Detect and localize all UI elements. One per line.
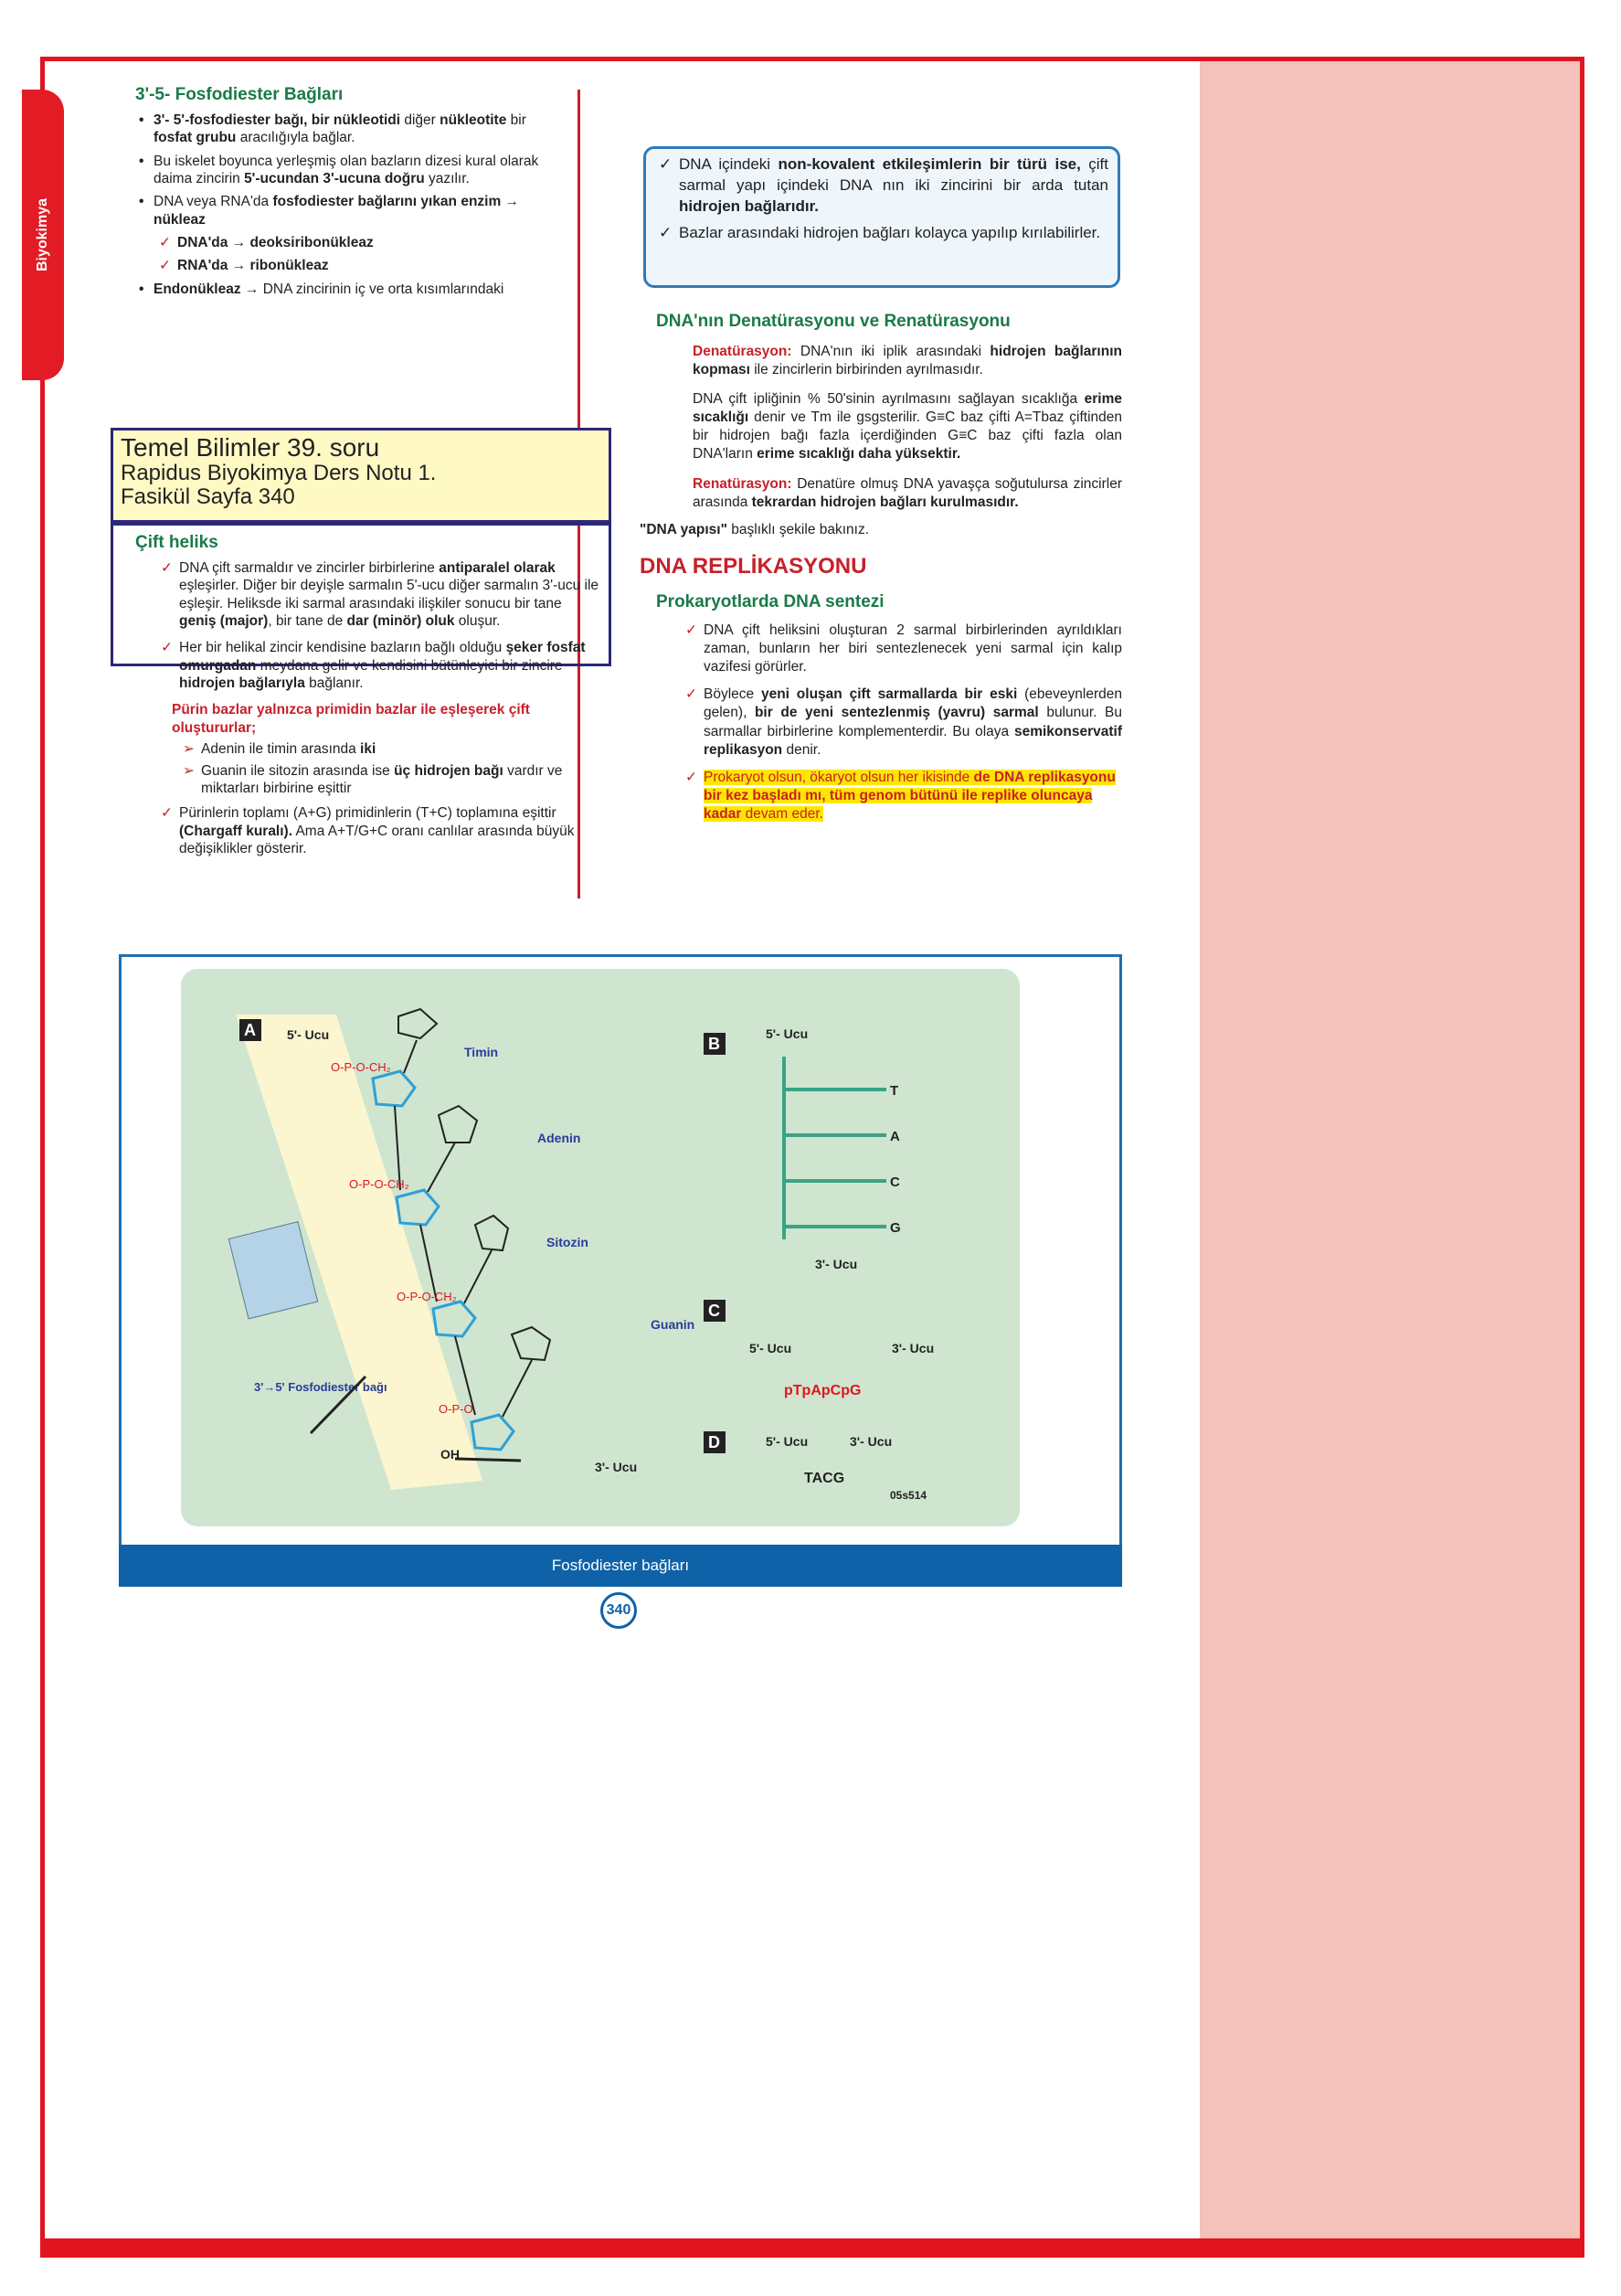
- svg-text:O-P-O-CH₂: O-P-O-CH₂: [397, 1290, 457, 1303]
- helix-section: [135, 532, 601, 857]
- three-end-d: 3'- Ucu: [850, 1434, 893, 1449]
- prokaryote-heading: Prokaryotlarda DNA sentezi: [656, 592, 885, 612]
- denaturation-text: Denatürasyon: DNA'nın iki iplik arasındaki hidrojen bağlarının kopması ile zincirlerin birbirinden ayrılmasıdır.: [693, 343, 1122, 377]
- five-end-d: 5'- Ucu: [766, 1434, 809, 1449]
- list-item: • 3'- 5'-fosfodiester bağı, bir nükleotidi diğer nükleotite bir fosfat grubu aracılığıyla bağlar.: [135, 112, 565, 147]
- list-item: ✓ DNA çift heliksini oluşturan 2 sarmal birbirlerinden ayrıldıkları zaman, bunların her biri sentezlenecek yeni sarmal için kalıp vazifesi görürler.: [683, 622, 1122, 676]
- renaturation-text: Renatürasyon: Denatüre olmuş DNA yavaşça soğutulursa zincirler arasında tekrardan hidrojen bağları kurulmasıdır.: [693, 475, 1122, 510]
- list-item: ✓ Böylece yeni oluşan çift sarmallarda bir eski (ebeveynlerden gelen), bir de yeni sentezlenmiş (yavru) sarmal bulunur. Bu sarmallar birbirlerine komplementerdir. Bu olaya semikonservatif replikasyon denir.: [683, 686, 1122, 760]
- dna-diagram: [181, 969, 1020, 1526]
- list-item: ➢ Guanin ile sitozin arasında ise üç hidrojen bağı vardır ve miktarları birbirine eşittir: [181, 762, 601, 798]
- note-line3: Fasikül Sayfa 340: [121, 484, 295, 510]
- list-item: • DNA veya RNA'da fosfodiester bağlarını yıkan enzim → nükleaz: [135, 193, 565, 229]
- base-label: T: [890, 1083, 899, 1099]
- three-end-c: 3'- Ucu: [892, 1341, 935, 1355]
- purin-note: Pürin bazlar yalnızca primidin bazlar ile eşleşerek çift oluştururlar;: [172, 702, 530, 736]
- side-tab-label: Biyokimya: [35, 197, 50, 272]
- sitozin-label: Sitozin: [546, 1235, 588, 1249]
- pink-side-panel: [1200, 61, 1584, 2253]
- list-item: ✓ Prokaryot olsun, ökaryot olsun her ikisinde de DNA replikasyonu bir kez başladı mı, tüm genom bütünü ile replike oluncaya kadar devam eder.: [683, 769, 1122, 824]
- label-c: C: [708, 1302, 720, 1320]
- sugar-ring: [373, 1071, 415, 1106]
- oh-label: OH: [440, 1447, 460, 1462]
- sticky-note: [111, 428, 611, 523]
- list-item: • Bu iskelet boyunca yerleşmiş olan bazların dizesi kural olarak daima zincirin 5'-ucundan 3'-ucuna doğru yazılır.: [135, 153, 565, 188]
- figure-caption: Fosfodiester bağları: [119, 1545, 1122, 1587]
- figure-code: 05s514: [890, 1489, 927, 1502]
- base-label: A: [890, 1129, 900, 1144]
- page-number: 340: [600, 1592, 637, 1629]
- see-figure-text: "DNA yapısı" başlıklı şekile bakınız.: [640, 521, 870, 537]
- label-a: A: [244, 1021, 256, 1039]
- list-item: ✓ RNA'da → ribonükleaz: [157, 257, 565, 274]
- list-item: ✓ DNA'da → deoksiribonükleaz: [157, 234, 565, 251]
- base-label: C: [890, 1175, 900, 1190]
- strand-b: [784, 1057, 886, 1239]
- five-end-a: 5'- Ucu: [287, 1027, 330, 1042]
- list-item: ✓ Pürinlerin toplamı (A+G) primidinlerin (T+C) toplamına eşittir (Chargaff kuralı). Ama A+T/G+C oranı canlılar arasında büyük değişiklikler gösterir.: [159, 804, 601, 857]
- denaturation-heading: DNA'nın Denatürasyonu ve Renatürasyonu: [656, 312, 1011, 331]
- label-d: D: [708, 1433, 720, 1451]
- note-line2: Rapidus Biyokimya Ders Notu 1.: [121, 461, 437, 486]
- phosphodiester-list: [135, 112, 565, 298]
- sequence-d: TACG: [804, 1471, 845, 1486]
- replication-heading: DNA REPLİKASYONU: [640, 553, 867, 579]
- side-tab: [22, 90, 64, 380]
- list-item: ➢ Adenin ile timin arasında iki: [181, 740, 601, 758]
- three-end-a: 3'- Ucu: [595, 1460, 638, 1474]
- svg-text:O-P-O: O-P-O: [439, 1402, 473, 1416]
- svg-text:O-P-O-CH₂: O-P-O-CH₂: [331, 1060, 391, 1074]
- left-column: [84, 84, 564, 298]
- list-item: ✓ DNA çift sarmaldır ve zincirler birbirlerine antiparalel olarak eşleşirler. Diğer bir deyişle sarmalın 5'-ucu diğer sarmalın 3'-ucu ile eşleşir. Heliksde iki sarmal arasındaki ilişkiler sonucu bir tane geniş (major), bir tane de dar (minör) oluk oluşur.: [159, 559, 601, 631]
- three-end-b: 3'- Ucu: [815, 1257, 858, 1271]
- adenin-label: Adenin: [537, 1131, 581, 1145]
- bottom-red-bar: [45, 2238, 1580, 2253]
- info-item: ✓ DNA içindeki non-kovalent etkileşimlerin bir türü ise, çift sarmal yapı içindeki DNA nın iki zincirini bir arda tutan hidrojen bağlarıdır.: [659, 154, 1108, 218]
- sugar-ring: [397, 1190, 439, 1225]
- sugar-ring: [433, 1302, 475, 1336]
- melting-text: DNA çift ipliğinin % 50'sinin ayrılmasını sağlayan sıcaklığa erime sıcaklığı denir ve Tm ile gsgsterilir. G≡C baz çifti A=Tbaz çiftinden bir hidrojen bağı fazla içerdiğinden G≡C baz çifti fazla olan DNA'ların erime sıcaklığı daha yüksektir.: [693, 390, 1122, 462]
- phosphodiester-heading: 3'-5- Fosfodiester Bağları: [135, 85, 344, 104]
- guanin-label: Guanin: [651, 1317, 695, 1332]
- base-label: G: [890, 1220, 901, 1236]
- five-end-c: 5'- Ucu: [749, 1341, 792, 1355]
- phospho-label: 3'→5' Fosfodiester bağı: [254, 1380, 387, 1394]
- info-box: [643, 146, 1120, 288]
- info-item: ✓ Bazlar arasındaki hidrojen bağları kolayca yapılıp kırılabilirler.: [659, 223, 1108, 244]
- label-b: B: [708, 1035, 720, 1053]
- timin-label: Timin: [464, 1045, 499, 1059]
- list-item: ✓ Her bir helikal zincir kendisine bazların bağlı olduğu şeker fosfat omurgadan meydana gelir ve kendisini bütünleyici bir zincire hidrojen bağlarıyla bağlanır.: [159, 639, 601, 692]
- svg-text:O-P-O-CH₂: O-P-O-CH₂: [349, 1177, 409, 1191]
- sequence-c: pTpApCpG: [784, 1383, 862, 1398]
- helix-heading: Çift heliks: [135, 533, 218, 552]
- five-end-b: 5'- Ucu: [766, 1026, 809, 1041]
- denaturation-section: [640, 311, 1123, 824]
- phosphodiester-highlight: [228, 1222, 317, 1319]
- sugar-ring: [471, 1415, 514, 1450]
- note-line1: Temel Bilimler 39. soru: [121, 433, 380, 462]
- list-item: • Endonükleaz → DNA zincirinin iç ve orta kısımlarındaki: [135, 281, 565, 298]
